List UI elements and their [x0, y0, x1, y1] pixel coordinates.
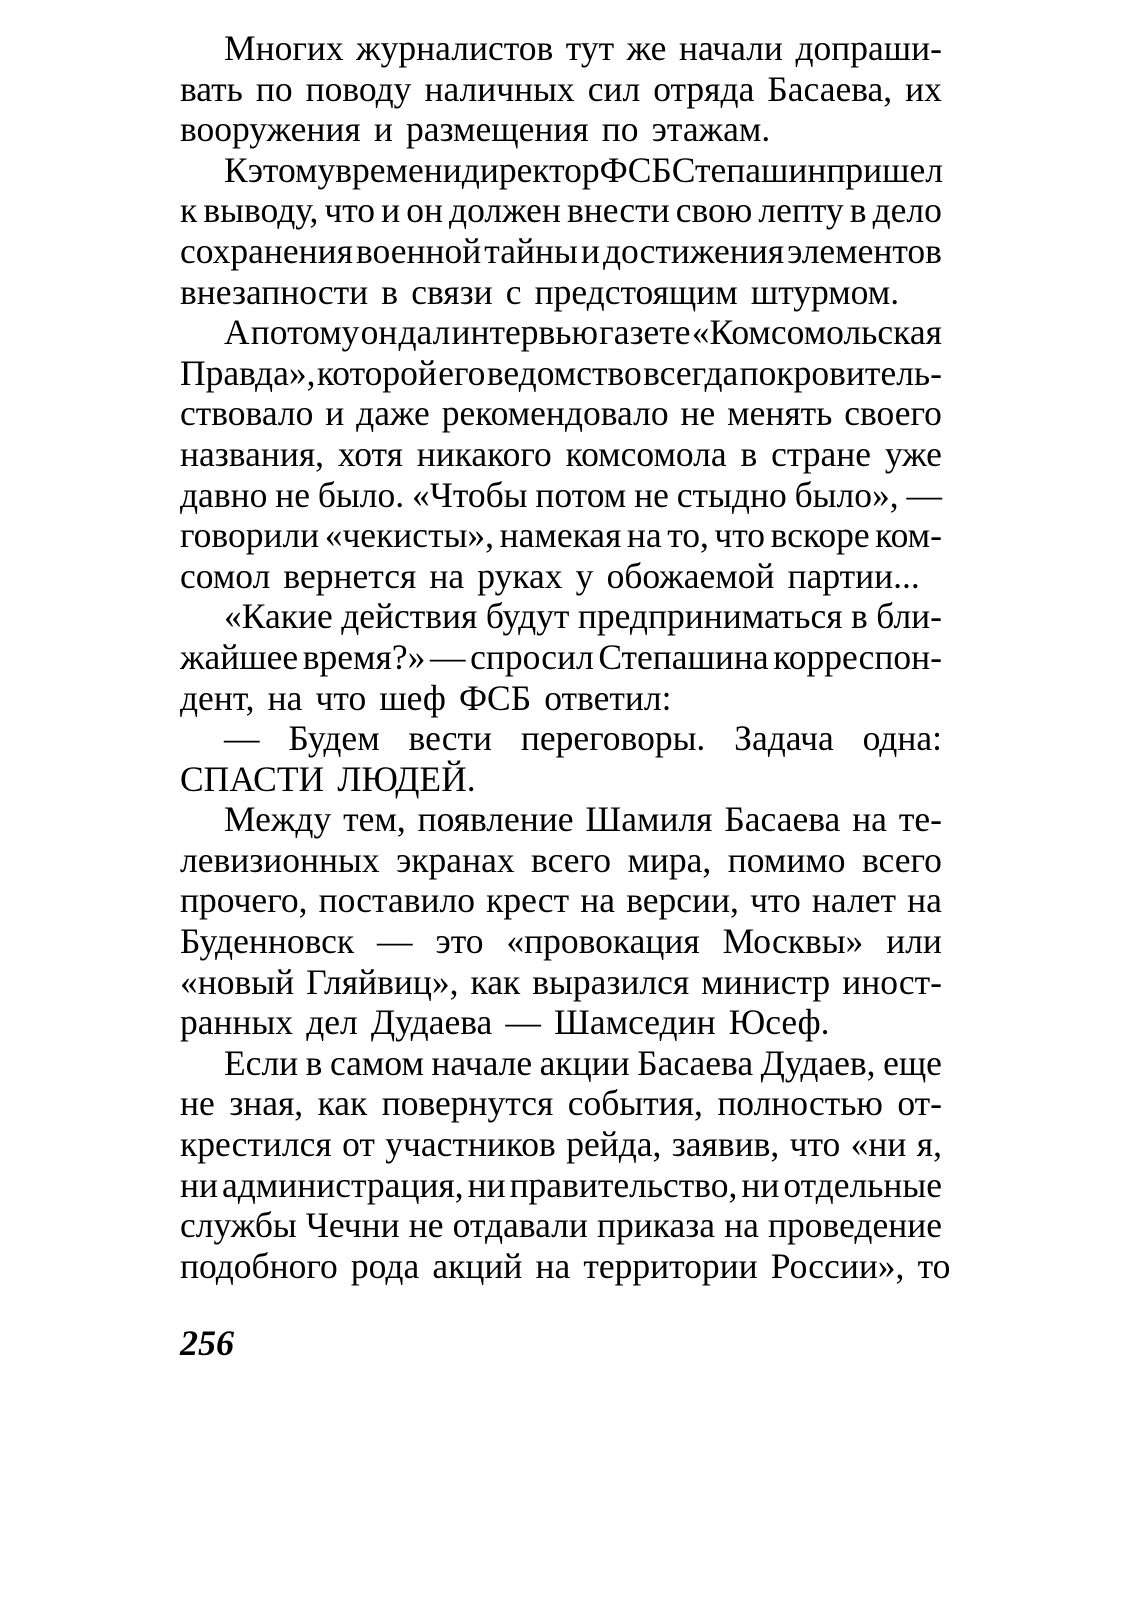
text-line: ни администрация, ни правительство, ни отдельные [180, 1164, 942, 1205]
text-line: не зная, как повернутся события, полностью от- [180, 1083, 942, 1124]
paragraph [180, 28, 942, 150]
text-line: сомол вернется на руках у обожаемой партии... [180, 555, 920, 596]
text-line: вооружения и размещения по этажам. [180, 109, 771, 150]
text-line: внезапности в связи с предстоящим штурмом. [180, 271, 900, 312]
text-line: Между тем, появление Шамиля Басаева на те- [224, 799, 942, 840]
text-line: давно не было. «Чтобы потом не стыдно было», — [180, 474, 942, 515]
paragraph [180, 1042, 951, 1287]
text-line: говорили «чекисты», намекая на то, что вскоре ком- [180, 515, 942, 556]
text-line: к выводу, что и он должен внести свою лепту в дело [180, 190, 942, 231]
paragraph [180, 150, 942, 312]
text-line: — Будем вести переговоры. Задача одна: [224, 718, 942, 759]
text-line: подобного рода акций на территории России», то [180, 1245, 951, 1286]
text-line: К этому времени директор ФСБ Степашин пришел [224, 149, 943, 190]
page-number: 256 [180, 1323, 234, 1363]
text-line: вать по поводу наличных сил отряда Басаева, их [180, 68, 942, 109]
paragraph [180, 799, 942, 1043]
text-line: ствовало и даже рекомендовало не менять своего [180, 393, 942, 434]
paragraph [180, 596, 942, 718]
text-line: службы Чечни не отдавали приказа на проведение [180, 1205, 942, 1246]
text-line: крестился от участников рейда, заявив, что «ни я, [180, 1124, 942, 1165]
text-line: ранных дел Дудаева — Шамседин Юсеф. [180, 1002, 830, 1043]
text-line: названия, хотя никакого комсомола в стране уже [180, 433, 942, 474]
text-line: Правда», которой его ведомство всегда покровитель- [180, 352, 942, 393]
text-line: «Какие действия будут предприниматься в бли- [224, 596, 942, 637]
text-line: СПАСТИ ЛЮДЕЙ. [180, 758, 476, 799]
text-line: «новый Гляйвиц», как выразился министр иност- [180, 961, 942, 1002]
text-line: А потому он дал интервью газете «Комсомольская [224, 312, 942, 353]
paragraph [180, 312, 942, 596]
text-line: Буденновск — это «провокация Москвы» или [180, 921, 942, 962]
text-line: левизионных экранах всего мира, помимо всего [180, 839, 942, 880]
text-line: Многих журналистов тут же начали допраши- [224, 28, 942, 68]
paragraph [180, 718, 942, 799]
text-line: Если в самом начале акции Басаева Дудаев, еще [224, 1042, 942, 1083]
text-line: жайшее время?» — спросил Степашина корреспон- [180, 636, 942, 677]
body-text [180, 28, 951, 1286]
text-line: прочего, поставило крест на версии, что налет на [180, 880, 942, 921]
text-line: дент, на что шеф ФСБ ответил: [180, 677, 672, 718]
text-line: сохранения военной тайны и достижения элементов [180, 230, 942, 271]
